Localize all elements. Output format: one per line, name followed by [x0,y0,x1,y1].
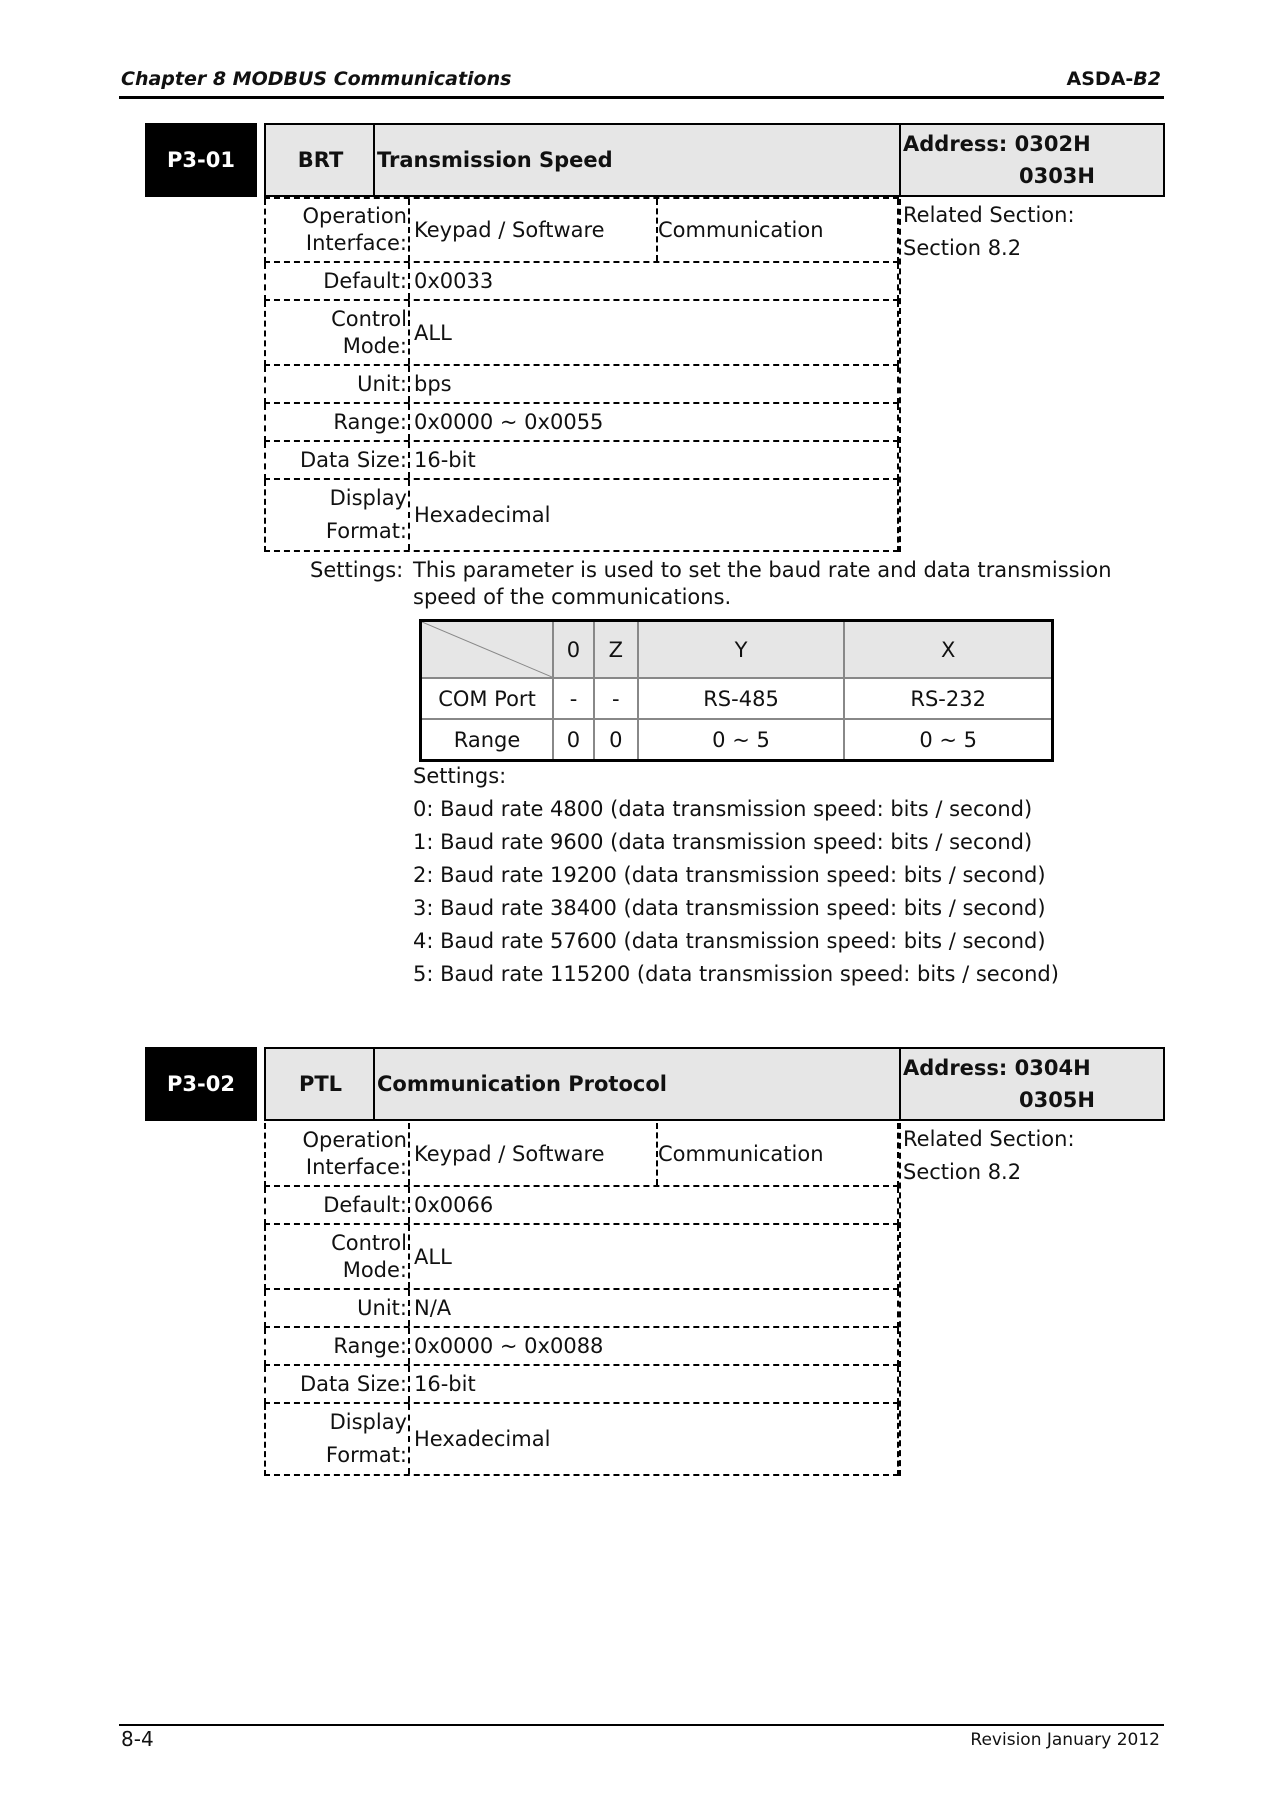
footer-rule [119,1724,1164,1726]
product-model [1067,68,1161,90]
settings-description-line-2: speed of the communications. [413,585,732,609]
control-mode-row [264,301,899,366]
table-cell: - [594,678,638,719]
interface-keypad: Keypad / Software [412,1123,658,1185]
related-section [899,1123,1075,1476]
list-item: 4: Baud rate 57600 (data transmission speed: bits / second) [413,929,1046,953]
table-row [421,719,1053,761]
divider [373,125,375,195]
product-model-suffix: B2 [1133,68,1161,90]
field-label: Unit: [266,366,410,402]
table-cell: 0 [594,719,638,761]
field-value: 16-bit [414,1372,476,1396]
address-second: 0305H [1018,1088,1095,1112]
field-label: Default: [266,1187,410,1223]
parameter-address [903,125,1163,195]
field-label: Range: [266,404,410,440]
label-line: Control [331,306,407,331]
label-line: Mode: [342,1257,407,1282]
display-format-row [264,480,899,552]
field-value: 0x0066 [414,1193,494,1217]
field-value: ALL [414,1244,452,1269]
field-label [266,301,410,364]
list-item: 5: Baud rate 115200 (data transmission speed: bits / second) [413,962,1059,986]
related-label: Related Section: [903,1127,1075,1151]
parameter-abbr: PTL [298,1072,343,1096]
parameter-header [264,123,1165,197]
field-label [266,1225,410,1288]
table-cell: - [553,678,594,719]
table-cell: 0 [553,719,594,761]
divider [899,1049,901,1119]
field-value: N/A [414,1296,452,1320]
default-row [264,263,899,301]
operation-interface-row [264,1123,899,1187]
revision-date: Revision January 2012 [970,1730,1160,1750]
field-value: bps [414,372,452,396]
related-value: Section 8.2 [903,236,1022,260]
field-value: 0x0033 [414,269,494,293]
field-label: Data Size: [266,442,410,478]
address-label: Address: 0302H [903,132,1091,156]
related-value: Section 8.2 [903,1160,1022,1184]
settings-list [413,760,1059,991]
unit-row [264,366,899,404]
label-line: Format: [325,519,407,543]
table-cell: COM Port [421,678,554,719]
interface-keypad: Keypad / Software [412,199,658,261]
parameter-name: Transmission Speed [377,148,613,172]
interface-communication: Communication [658,218,824,242]
table-row [421,678,1053,719]
table-header-cell: 0 [553,621,594,679]
divider [373,1049,375,1119]
list-item: 3: Baud rate 38400 (data transmission speed: bits / second) [413,896,1046,920]
settings-label: Settings: [310,558,404,582]
product-prefix: ASDA- [1066,68,1134,90]
parameter-address [903,1049,1163,1119]
header-rule [119,96,1164,99]
field-label: Unit: [266,1290,410,1326]
default-row [264,1187,899,1225]
divider [264,197,899,199]
page-number: 8-4 [121,1727,154,1751]
field-value: 0x0000 ~ 0x0055 [414,410,604,434]
data-size-row [264,442,899,480]
settings-list-title: Settings: [413,764,507,788]
field-label: Default: [266,263,410,299]
com-port-config-table [419,619,1054,762]
operation-interface-label [266,1123,410,1185]
table-header-cell: Y [638,621,845,679]
field-label: Data Size: [266,1366,410,1402]
chapter-title: Chapter 8 MODBUS Communications [121,68,512,90]
table-header-cell: Z [594,621,638,679]
diagonal-line-icon [422,622,552,677]
label-line: Operation [302,204,407,228]
parameter-name: Communication Protocol [377,1072,667,1096]
parameter-abbr: BRT [297,148,344,172]
settings-description-line-1: This parameter is used to set the baud rate and data transmission [413,558,1112,582]
range-row [264,1328,899,1366]
list-item: 1: Baud rate 9600 (data transmission speed: bits / second) [413,830,1033,854]
interface-communication: Communication [658,1142,824,1166]
label-line: Mode: [342,333,407,358]
field-value: Hexadecimal [414,503,551,527]
label-line: Control [331,1230,407,1255]
range-row [264,404,899,442]
field-value: ALL [414,320,452,345]
display-format-row [264,1404,899,1476]
address-second: 0303H [1018,164,1095,188]
label-line: Interface: [305,231,407,255]
divider [899,125,901,195]
list-item: 0: Baud rate 4800 (data transmission speed: bits / second) [413,797,1033,821]
control-mode-row [264,1225,899,1290]
related-label: Related Section: [903,203,1075,227]
field-value: Hexadecimal [414,1427,551,1451]
table-cell: 0 ~ 5 [638,719,845,761]
operation-interface-row [264,199,899,263]
table-header-row [421,621,1053,679]
table-cell: RS-232 [844,678,1052,719]
data-size-row [264,1366,899,1404]
parameter-code: P3-01 [145,123,257,197]
field-label [266,1404,410,1474]
label-line: Operation [302,1128,407,1152]
field-label: Range: [266,1328,410,1364]
operation-interface-label [266,199,410,261]
field-value: 16-bit [414,448,476,472]
label-line: Display [329,1410,407,1434]
address-label: Address: 0304H [903,1056,1091,1080]
table-cell: Range [421,719,554,761]
parameter-header [264,1047,1165,1121]
unit-row [264,1290,899,1328]
list-item: 2: Baud rate 19200 (data transmission speed: bits / second) [413,863,1046,887]
table-cell: 0 ~ 5 [844,719,1052,761]
diagonal-corner-cell [421,621,554,679]
table-header-cell: X [844,621,1052,679]
label-line: Interface: [305,1155,407,1179]
parameter-code: P3-02 [145,1047,257,1121]
field-value: 0x0000 ~ 0x0088 [414,1334,604,1358]
label-line: Display [329,486,407,510]
related-section [899,199,1075,552]
label-line: Format: [325,1443,407,1467]
field-label [266,480,410,550]
table-cell: RS-485 [638,678,845,719]
